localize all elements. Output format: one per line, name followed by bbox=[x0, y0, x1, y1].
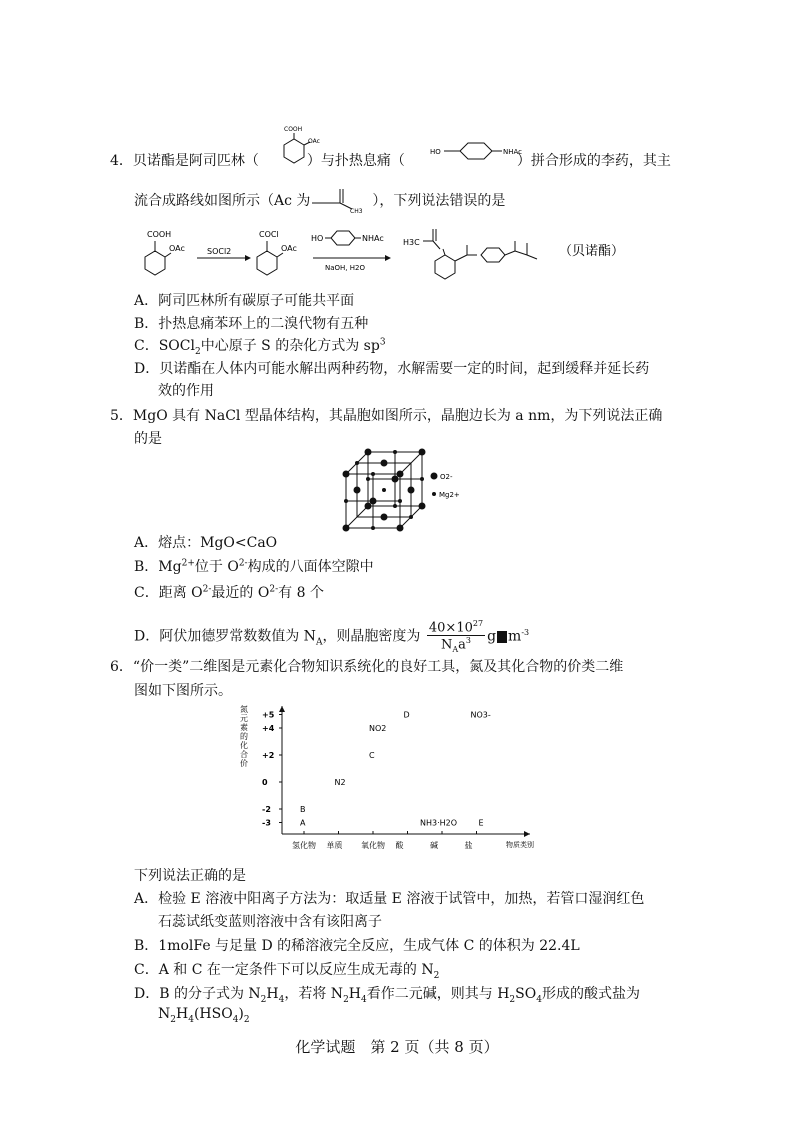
ac-group-structure bbox=[310, 193, 372, 215]
q4-option-b: B．扑热息痛苯环上的二溴代物有五种 bbox=[134, 316, 369, 332]
data-point-n2: N2 bbox=[334, 778, 346, 787]
q4-stem-part1: 贝诺酯是阿司匹林（ bbox=[132, 153, 259, 169]
data-point-e: E bbox=[478, 818, 484, 828]
q6-option-c: C．A 和 C 在一定条件下可以反应生成无毒的 $N_2$ bbox=[134, 962, 440, 981]
scheme-nhac-label: NHAc bbox=[362, 234, 384, 243]
q4-ac-definition: 流合成路线如图所示（Ac 为 bbox=[134, 193, 311, 209]
reagent-2-label: NaOH, H2O bbox=[325, 264, 365, 272]
x-tick-label: 酸 bbox=[395, 841, 404, 850]
synthesis-scheme bbox=[135, 225, 695, 285]
y-axis-arrow bbox=[279, 706, 285, 712]
q5-option-d: D．阿伏加德罗常数数值为 $N_A$，则晶胞密度为 $40\times 10^{27}$ $N_Aa^3$ g $m^{-3}$ bbox=[134, 619, 530, 655]
q4-option-d-line2: 效的作用 bbox=[158, 383, 214, 399]
q5-stem: MgO 具有 NaCl 型晶体结构，其晶胞如图所示，晶胞边长为 a nm，为下列说法正确 bbox=[132, 408, 663, 424]
q6-stem: “价一类”二维图是元素化合物知识系统化的良好工具，氮及其化合物的价类二维 bbox=[132, 659, 624, 675]
paracetamol-structure bbox=[430, 140, 530, 164]
q4-option-a: A．阿司匹林所有碳原子可能共平面 bbox=[134, 293, 355, 309]
y-axis-label-char: 价 bbox=[240, 759, 248, 768]
q6-option-b: B．1molFe 与足量 D 的稀溶液完全反应，生成气体 C 的体积为 22.4L bbox=[134, 938, 580, 954]
scheme-h3c-label: H3C bbox=[403, 238, 420, 247]
smudge bbox=[497, 631, 507, 643]
legend-mg-marker bbox=[432, 492, 436, 496]
q6-question: 下列说法正确的是 bbox=[134, 868, 246, 884]
data-point-no3: NO3- bbox=[470, 710, 491, 720]
q6-option-d-line2: $N_2H_4(HSO_4)_2$ bbox=[158, 1006, 250, 1025]
x-axis-arrow bbox=[524, 831, 530, 837]
legend-o-marker bbox=[431, 473, 438, 480]
q5-option-b: B．$Mg^{2+}$位于 $O^{2-}$构成的八面体空隙中 bbox=[134, 558, 374, 575]
q5-line1: 5．MgO 具有 NaCl 型晶体结构，其晶胞如图所示，晶胞边长为 a nm，为下列说法正确 bbox=[110, 408, 663, 424]
page-footer: 化学试题 第 2 页（共 8 页） bbox=[295, 1038, 499, 1056]
data-point-a: A bbox=[300, 818, 306, 828]
q4-question: ），下列说法错误的是 bbox=[372, 193, 506, 209]
x-axis-label: 物质类别 bbox=[506, 841, 534, 849]
q4-stem-part3: ）拼合形成的李药，其主 bbox=[516, 153, 671, 169]
ac-ch3-label: CH3 bbox=[350, 208, 363, 215]
aspirin-oac-label: OAc bbox=[308, 138, 320, 145]
data-point-nh3h2o: NH3·H2O bbox=[420, 818, 458, 828]
y-axis-label-char: 的 bbox=[240, 732, 248, 741]
scheme-cocl-label: COCl bbox=[259, 230, 279, 239]
valence-type-chart bbox=[230, 700, 560, 860]
scheme-oac-label: OAc bbox=[169, 244, 185, 253]
mgo-unit-cell bbox=[336, 446, 476, 532]
q6-option-d-line1: D．B 的分子式为 $N_2H_4$，若将 $N_2H_4$看作二元碱，则其与 $H_2SO_4$形成的酸式盐为 bbox=[134, 986, 640, 1005]
y-tick-label: +2 bbox=[262, 751, 275, 760]
q4-option-c: C．SOCl$_2$中心原子 S 的杂化方式为 $sp^3$ bbox=[134, 337, 386, 357]
q4-line1 bbox=[110, 145, 671, 170]
data-point-b: B bbox=[300, 805, 306, 814]
x-tick-label: 碱 bbox=[430, 841, 438, 850]
x-tick-label: 盐 bbox=[464, 841, 473, 850]
paracetamol-ho-label: HO bbox=[430, 148, 441, 156]
data-point-c: C bbox=[369, 751, 375, 760]
q6-line1: 6．“价一类”二维图是元素化合物知识系统化的良好工具，氮及其化合物的价类二维 bbox=[110, 659, 624, 675]
q6-option-a-line1: A．检验 E 溶液中阳离子方法为：取适量 E 溶液于试管中，加热，若管口湿润红色 bbox=[134, 891, 645, 907]
q5-option-c: C．距离 $O^{2-}$最近的 $O^{2-}$有 8 个 bbox=[134, 584, 324, 601]
q4-stem-part2: ）与扑热息痛（ bbox=[306, 153, 405, 169]
legend-mg-label: Mg2+ bbox=[439, 491, 460, 499]
x-tick-label: 氢化物 bbox=[292, 841, 316, 850]
q4-number: 4． bbox=[110, 153, 133, 169]
scheme-cooh-label: COOH bbox=[147, 230, 172, 239]
q4-line2 bbox=[134, 190, 506, 215]
y-axis-label-char: 氮 bbox=[240, 705, 248, 714]
y-axis-label-char: 化 bbox=[240, 741, 248, 750]
y-tick-label: -2 bbox=[262, 805, 271, 814]
scheme-oac2-label: OAc bbox=[281, 244, 297, 253]
y-tick-label: +4 bbox=[262, 724, 275, 733]
y-tick-label: 0 bbox=[262, 778, 268, 787]
q5-option-a: A．熔点：MgO<CaO bbox=[134, 535, 278, 551]
scheme-ho-label: HO bbox=[311, 234, 324, 243]
aspirin-structure bbox=[272, 125, 322, 173]
q4-option-d-line1: D．贝诺酯在人体内可能水解出两种药物，水解需要一定的时间，起到缓释并延长药 bbox=[134, 361, 650, 377]
density-fraction: $40\times 10^{27}$ $N_Aa^3$ bbox=[428, 619, 484, 655]
x-tick-label: 单质 bbox=[326, 841, 343, 850]
paracetamol-nhac-label: NHAc bbox=[503, 148, 523, 156]
q6-option-a-line2: 石蕊试纸变蓝则溶液中含有该阳离子 bbox=[158, 914, 382, 930]
y-tick-label: +5 bbox=[262, 710, 275, 720]
product-name-label: （贝诺酯） bbox=[559, 244, 625, 259]
y-axis-label-char: 素 bbox=[240, 723, 248, 732]
x-tick-label: 氧化物 bbox=[361, 841, 385, 850]
q6-line2: 图如下图所示。 bbox=[134, 683, 232, 699]
q5-line2: 的是 bbox=[134, 431, 162, 447]
data-point-no2: NO2 bbox=[369, 724, 387, 733]
y-axis-label-char: 合 bbox=[240, 750, 248, 759]
y-axis-label-char: 元 bbox=[240, 714, 248, 723]
y-tick-label: -3 bbox=[262, 818, 271, 828]
data-point-d: D bbox=[403, 710, 410, 720]
legend-o-label: O2- bbox=[440, 473, 453, 481]
reagent-1-label: SOCl2 bbox=[207, 247, 232, 256]
aspirin-cooh-label: COOH bbox=[284, 126, 303, 133]
